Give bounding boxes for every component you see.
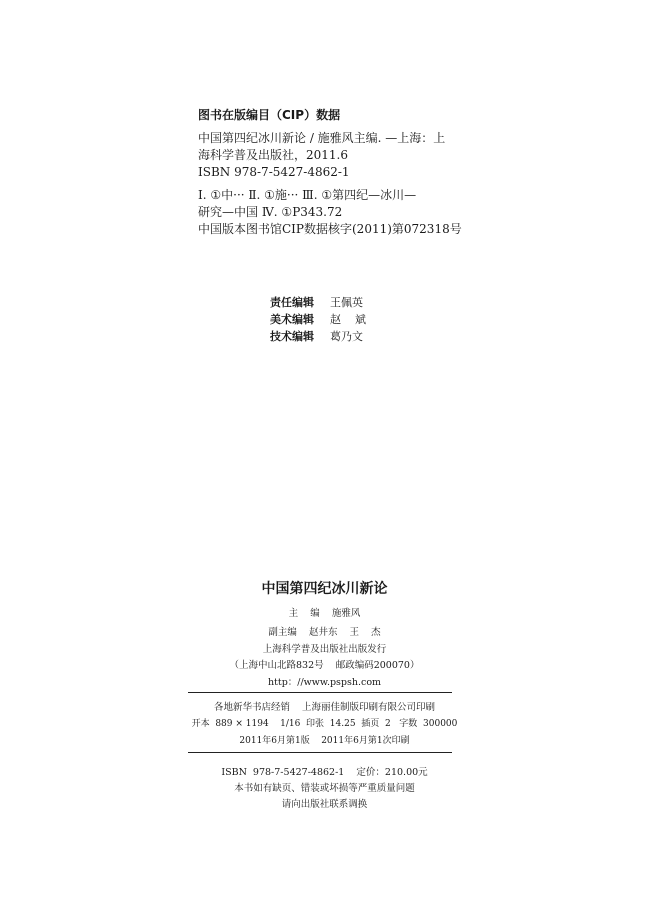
isbn-price-line: ISBN 978-7-5427-4862-1 定价：210.00元 [221,767,428,778]
cip-line: 研究—中国 Ⅳ. ①P343.72 [198,205,343,219]
cip-line: 中国第四纪冰川新论 / 施雅风主编. —上海：上 [198,131,446,145]
edition-line: 2011年6月第1版 2011年6月第1次印刷 [239,736,410,746]
specs-line: 开本 889 × 1194 1/16 印张 14.25 插页 2 字数 300000 [191,719,458,729]
divider [188,752,452,753]
staff-name: 赵 斌 [330,313,366,326]
staff-role: 技术编辑 [270,330,314,343]
staff-role: 责任编辑 [270,296,314,309]
cip-heading: 图书在版编目（CIP）数据 [198,108,341,122]
staff-role: 美术编辑 [270,313,314,326]
cip-line: 海科学普及出版社，2011.6 [198,148,348,162]
cip-line: ISBN 978-7-5427-4862-1 [198,165,350,179]
book-title: 中国第四纪冰川新论 [261,581,388,597]
deputy-editor-line: 副主编 赵井东 王 杰 [268,627,381,638]
distribution-line: 各地新华书店经销 上海丽佳制版印刷有限公司印刷 [213,702,436,713]
staff-name: 葛乃文 [330,330,363,343]
address-line: （上海中山北路832号 邮政编码200070） [229,660,420,671]
editor-line: 主 编 施雅风 [288,608,361,619]
divider [188,692,452,693]
website-line: http：//www.pspsh.com [267,677,382,688]
staff-row [270,328,363,346]
notice-line: 本书如有缺页、错装或坏损等严重质量问题 [234,783,415,794]
notice-line: 请向出版社联系调换 [281,799,368,810]
staff-row [270,311,366,329]
staff-name: 王佩英 [330,296,363,309]
cip-line: Ⅰ. ①中··· Ⅱ. ①施··· Ⅲ. ①第四纪—冰川— [198,188,417,202]
staff-row [270,294,363,312]
publisher-line: 上海科学普及出版社出版发行 [262,644,387,655]
cip-line: 中国版本图书馆CIP数据核字(2011)第072318号 [198,222,462,236]
